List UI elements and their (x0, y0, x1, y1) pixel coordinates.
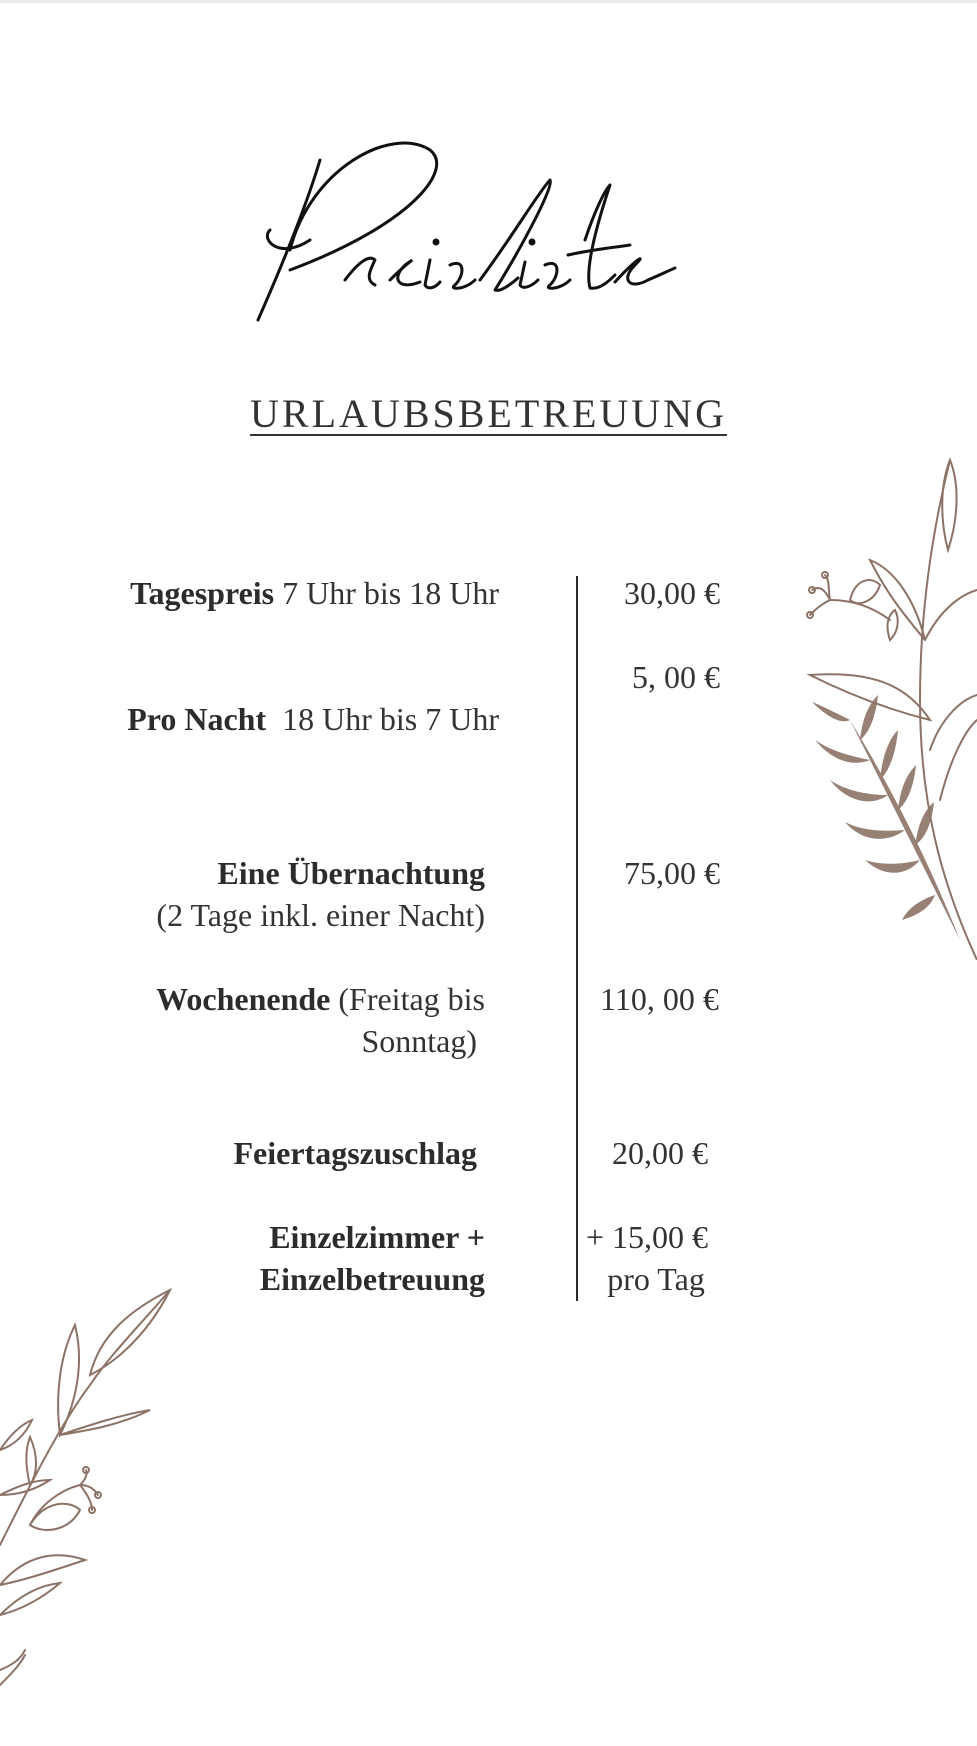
price-item-detail: (Freitag bis (330, 981, 485, 1017)
floral-decoration-left-icon (0, 1285, 175, 1705)
price-item-name: Tagespreis (130, 575, 275, 611)
top-edge-line (0, 0, 977, 3)
price-item-value: 110, 00 € (600, 981, 719, 1017)
price-item-value: 75,00 € (624, 855, 720, 891)
price-item-label (130, 572, 499, 614)
price-item-unit: pro Tag (607, 1261, 705, 1297)
price-item-detail-line2: Sonntag) (361, 1023, 477, 1059)
price-item-name: Einzelzimmer + (269, 1219, 485, 1255)
price-item-value: 5, 00 € (632, 659, 720, 695)
price-item-name: Feiertagszuschlag (233, 1135, 477, 1171)
price-item-name: Pro Nacht (127, 701, 267, 737)
price-item-name: Wochenende (156, 981, 331, 1017)
price-item-name: Eine Übernachtung (217, 855, 485, 891)
price-item-name-line2: Einzelbetreuung (259, 1261, 485, 1297)
price-item-detail: (2 Tage inkl. einer Nacht) (156, 897, 485, 933)
price-item-detail: 18 Uhr bis 7 Uhr (266, 701, 499, 737)
price-item-value: 30,00 € (624, 575, 720, 611)
price-item-label (234, 1132, 478, 1174)
page-title (0, 130, 977, 330)
floral-decoration-right-icon (790, 440, 977, 960)
price-item-amount: + 15,00 € (586, 1219, 709, 1255)
price-item-label (260, 1216, 485, 1300)
price-item-label (156, 852, 485, 936)
price-item-value (586, 1216, 708, 1300)
script-title-lettering (250, 130, 700, 330)
column-divider (576, 576, 578, 1301)
price-item-label (111, 656, 499, 740)
price-item-label (156, 978, 485, 1062)
price-item-detail: 7 Uhr bis 18 Uhr (274, 575, 499, 611)
section-heading: URLAUBSBETREUUNG (250, 391, 727, 436)
price-item-value: 20,00 € (612, 1135, 708, 1171)
